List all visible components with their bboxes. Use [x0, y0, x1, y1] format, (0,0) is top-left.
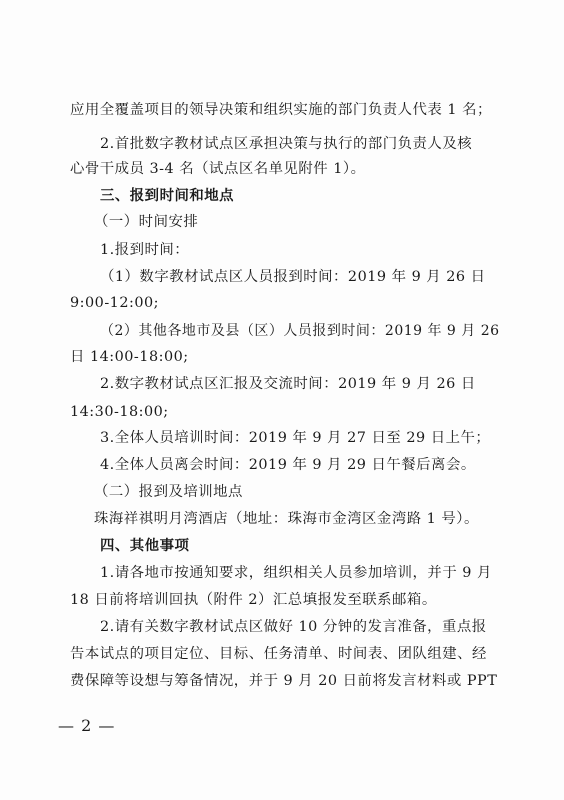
- text-line: 2.请有关数字教材试点区做好 10 分钟的发言准备，重点报: [100, 619, 487, 635]
- text-line: 9:00-12:00;: [70, 295, 159, 311]
- text-line: 1.报到时间：: [100, 242, 190, 258]
- section-heading: 四、其他事项: [100, 537, 190, 554]
- section-heading: 三、报到时间和地点: [100, 187, 235, 204]
- text-line: 珠海祥祺明月湾酒店（地址：珠海市金湾区金湾路 1 号）。: [94, 511, 479, 527]
- text-line: （1）数字教材试点区人员报到时间：2019 年 9 月 26 日: [100, 269, 486, 285]
- text-line: 18 日前将培训回执（附件 2）汇总填报发至联系邮箱。: [70, 592, 437, 608]
- text-line: 应用全覆盖项目的领导决策和组织实施的部门负责人代表 1 名；: [70, 102, 492, 118]
- text-line: 4.全体人员离会时间：2019 年 9 月 29 日午餐后离会。: [100, 457, 476, 473]
- text-line: 告本试点的项目定位、目标、任务清单、时间表、团队组建、经: [70, 646, 487, 662]
- text-line: 3.全体人员培训时间：2019 年 9 月 27 日至 29 日上午；: [100, 430, 491, 446]
- text-line: 2.数字教材试点区汇报及交流时间：2019 年 9 月 26 日: [100, 376, 476, 392]
- text-line: 费保障等设想与筹备情况，并于 9 月 20 日前将发言材料或 PPT: [70, 673, 498, 689]
- text-line: 14:30-18:00;: [70, 404, 169, 420]
- subsection-heading: （一）时间安排: [94, 214, 199, 230]
- text-line: 日 14:00-18:00;: [70, 349, 189, 365]
- text-line: 1.请各地市按通知要求，组织相关人员参加培训，并于 9 月: [100, 565, 492, 581]
- page-number: — 2 —: [58, 716, 116, 735]
- text-line: 心骨干成员 3-4 名（试点区名单见附件 1）。: [70, 161, 366, 177]
- text-line: （2）其他各地市及县（区）人员报到时间：2019 年 9 月 26: [100, 323, 500, 339]
- text-line: 2.首批数字教材试点区承担决策与执行的部门负责人及核: [100, 136, 473, 152]
- subsection-heading: （二）报到及培训地点: [94, 484, 243, 500]
